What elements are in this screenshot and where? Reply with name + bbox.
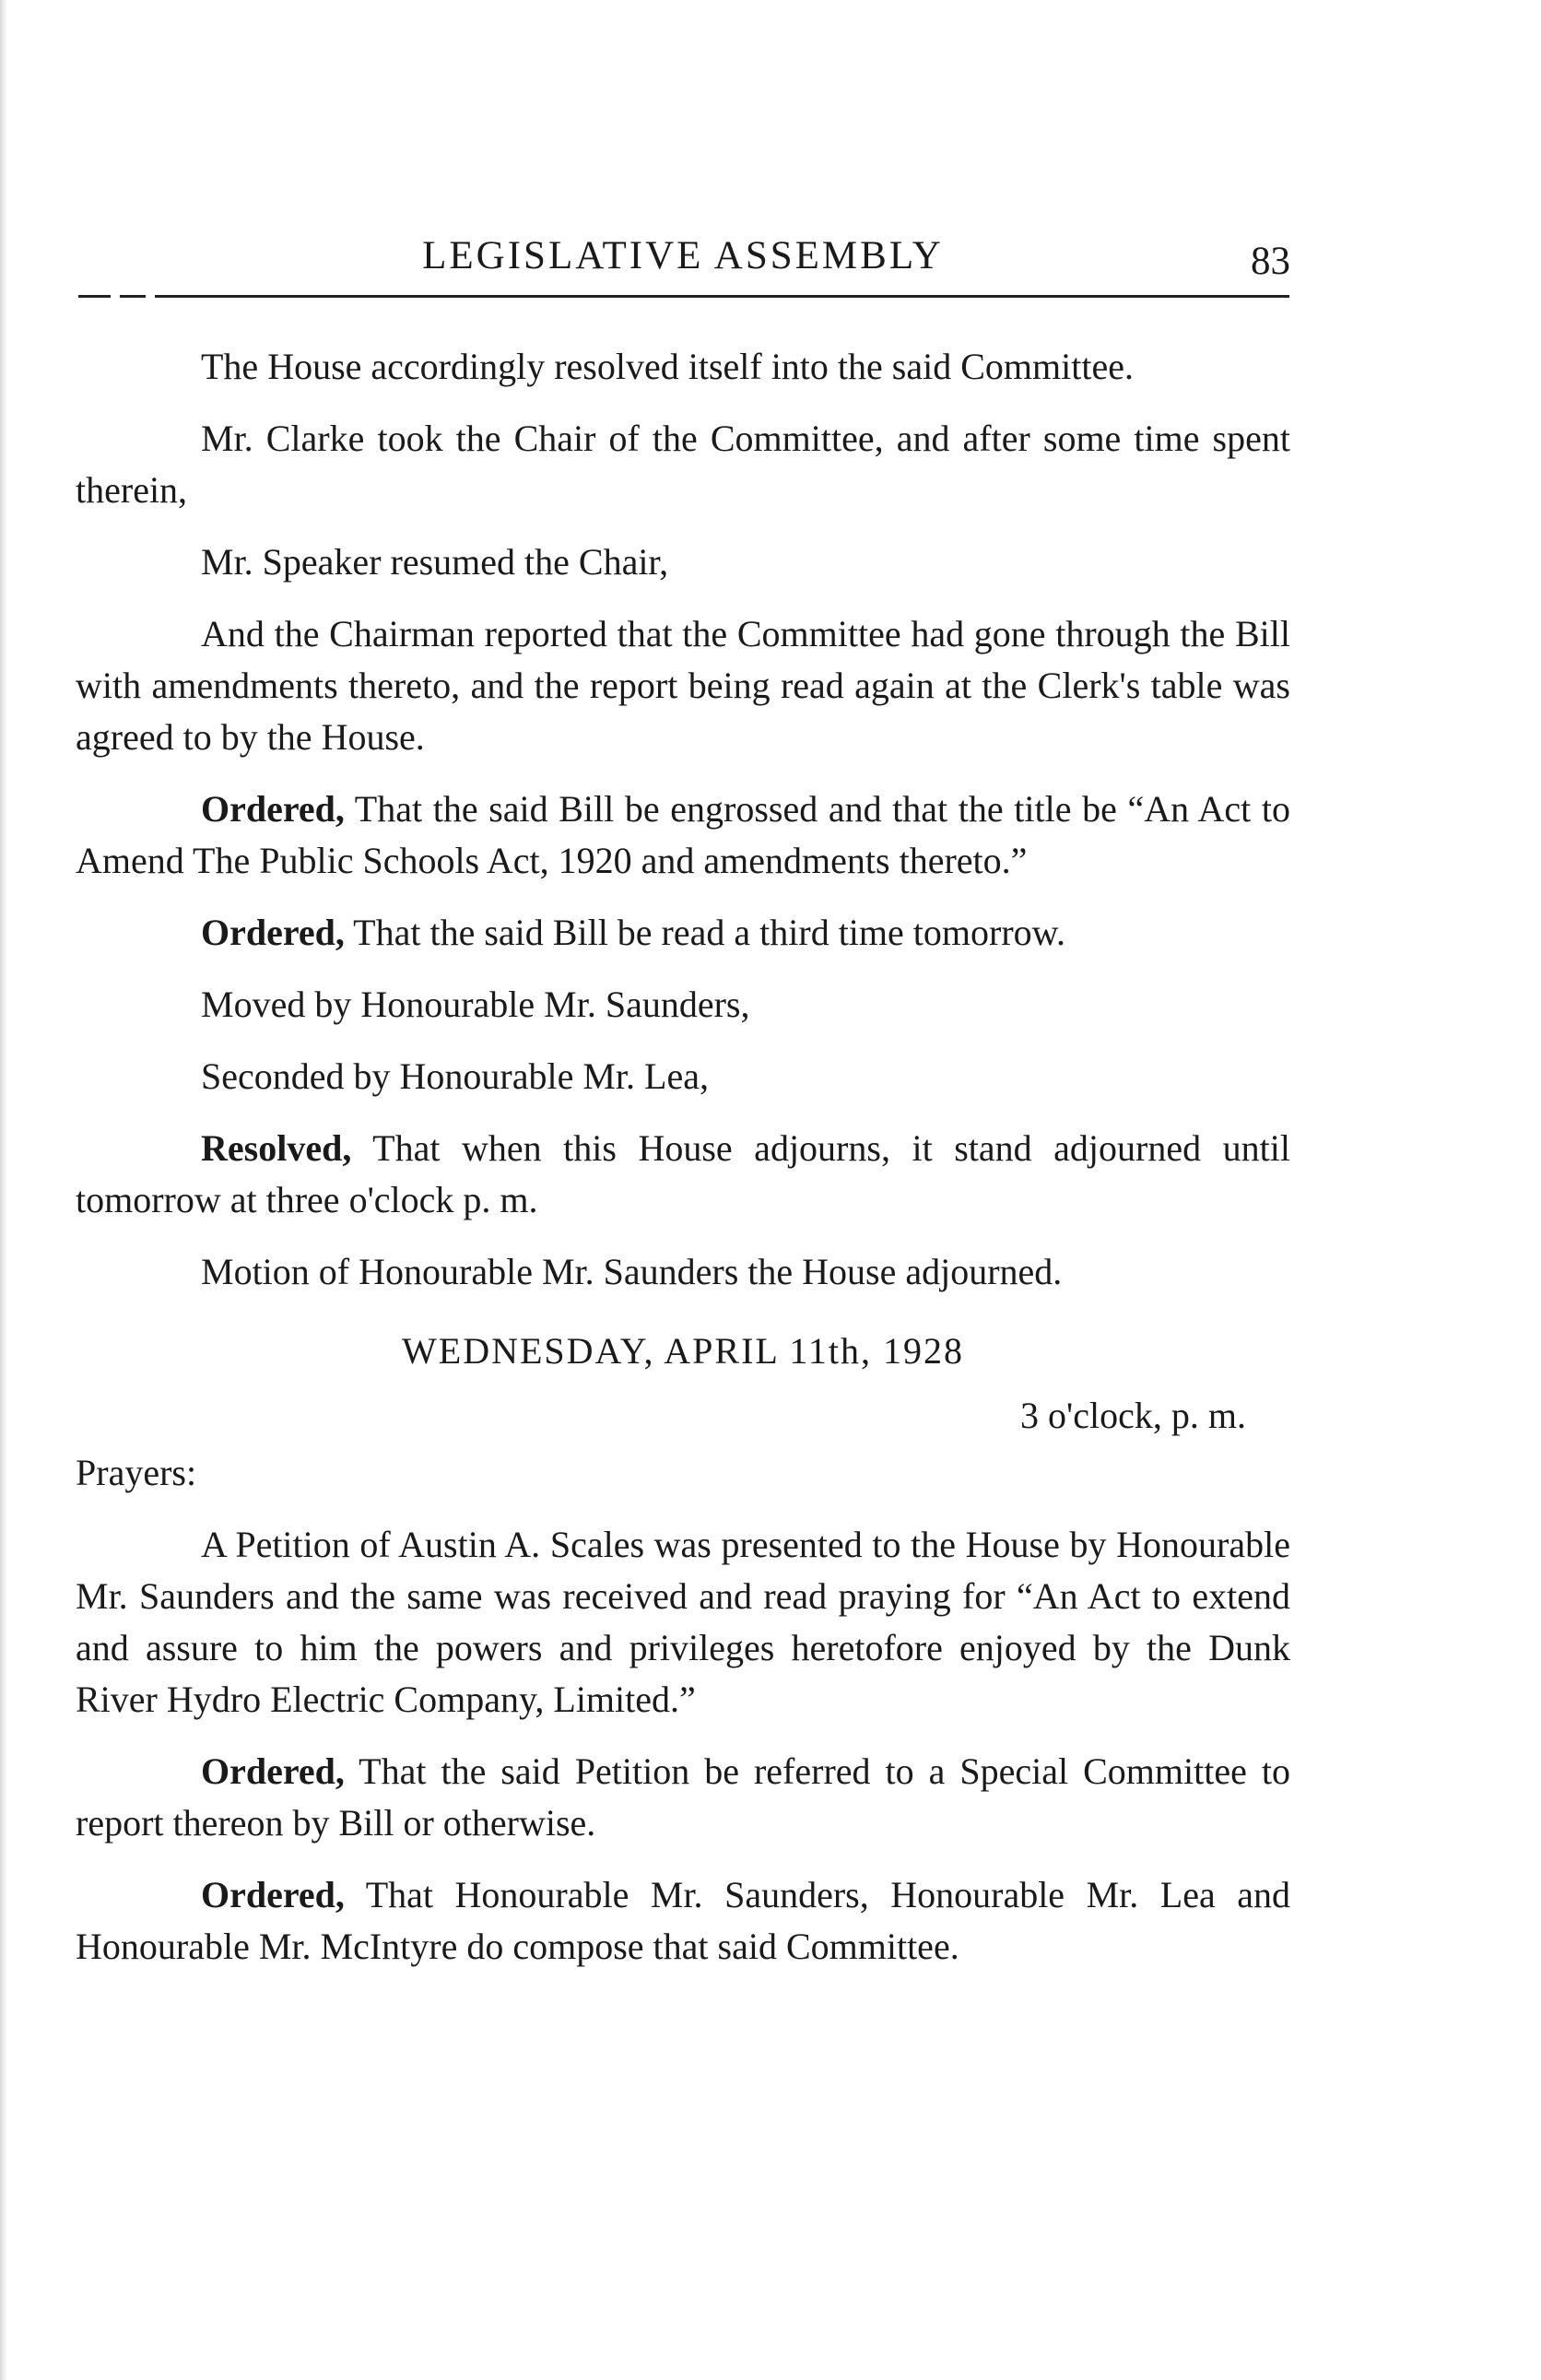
paragraph-speaker: Mr. Speaker resumed the Chair, bbox=[201, 541, 669, 583]
running-header bbox=[76, 229, 1290, 284]
paragraph-petition: A Petition of Austin A. Scales was presented to the House by Honourable Mr. Saunders and the same was received and read praying for “An Act to extend and assure to him the powers and privileges heretofore enjoyed by the Dunk River Hydro Electric Company, Limited.” bbox=[76, 1524, 1290, 1720]
ordered-text: That Honourable Mr. Saunders, Honourable Mr. Lea and Honourable Mr. McIntyre do compose that said Committee. bbox=[76, 1874, 1290, 1967]
paragraph-seconded: Seconded by Honourable Mr. Lea, bbox=[201, 1055, 709, 1097]
ordered-text: That the said Bill be read a third time tomorrow. bbox=[344, 912, 1065, 953]
paragraph-resolved bbox=[76, 1123, 1290, 1226]
paragraph-adjourned: Motion of Honourable Mr. Saunders the House adjourned. bbox=[201, 1251, 1063, 1292]
paragraph-report: And the Chairman reported that the Committee had gone through the Bill with amendments thereto, and the report being read again at the Clerk's table was agreed to by the House. bbox=[76, 613, 1290, 758]
paragraph-committee: The House accordingly resolved itself into the said Committee. bbox=[201, 346, 1134, 387]
paragraph-moved: Moved by Honourable Mr. Saunders, bbox=[201, 984, 750, 1025]
paragraph-ordered-engrossed bbox=[76, 784, 1290, 887]
running-title: LEGISLATIVE ASSEMBLY bbox=[422, 234, 944, 277]
sitting-time: 3 o'clock, p. m. bbox=[1020, 1395, 1246, 1436]
header-rule-gap bbox=[111, 293, 120, 300]
scan-edge-shadow bbox=[0, 0, 7, 2380]
header-rule bbox=[78, 295, 1289, 298]
body-text bbox=[76, 341, 1290, 1993]
page-number: 83 bbox=[1251, 240, 1290, 283]
paragraph-ordered-third-reading bbox=[76, 907, 1290, 959]
paragraph-ordered-referred bbox=[76, 1746, 1290, 1849]
header-rule-gap bbox=[146, 293, 155, 300]
prayers-label: Prayers: bbox=[76, 1452, 197, 1493]
ordered-label: Ordered, bbox=[201, 912, 345, 953]
resolved-label: Resolved, bbox=[201, 1127, 352, 1169]
paragraph-chair: Mr. Clarke took the Chair of the Committee, and after some time spent therein, bbox=[76, 418, 1290, 511]
ordered-text: That the said Petition be referred to a Special Committee to report thereon by Bill or otherwise. bbox=[76, 1750, 1290, 1844]
ordered-label: Ordered, bbox=[201, 1874, 345, 1915]
date-heading: WEDNESDAY, APRIL 11th, 1928 bbox=[402, 1330, 964, 1372]
ordered-text: That the said Bill be engrossed and that the title be “An Act to Amend The Public Schools Act, 1920 and amendments thereto.” bbox=[76, 788, 1290, 881]
ordered-label: Ordered, bbox=[201, 1750, 345, 1792]
paragraph-ordered-compose bbox=[76, 1869, 1290, 1973]
ordered-label: Ordered, bbox=[201, 788, 345, 830]
resolved-text: That when this House adjourns, it stand adjourned until tomorrow at three o'clock p. m. bbox=[76, 1127, 1290, 1220]
